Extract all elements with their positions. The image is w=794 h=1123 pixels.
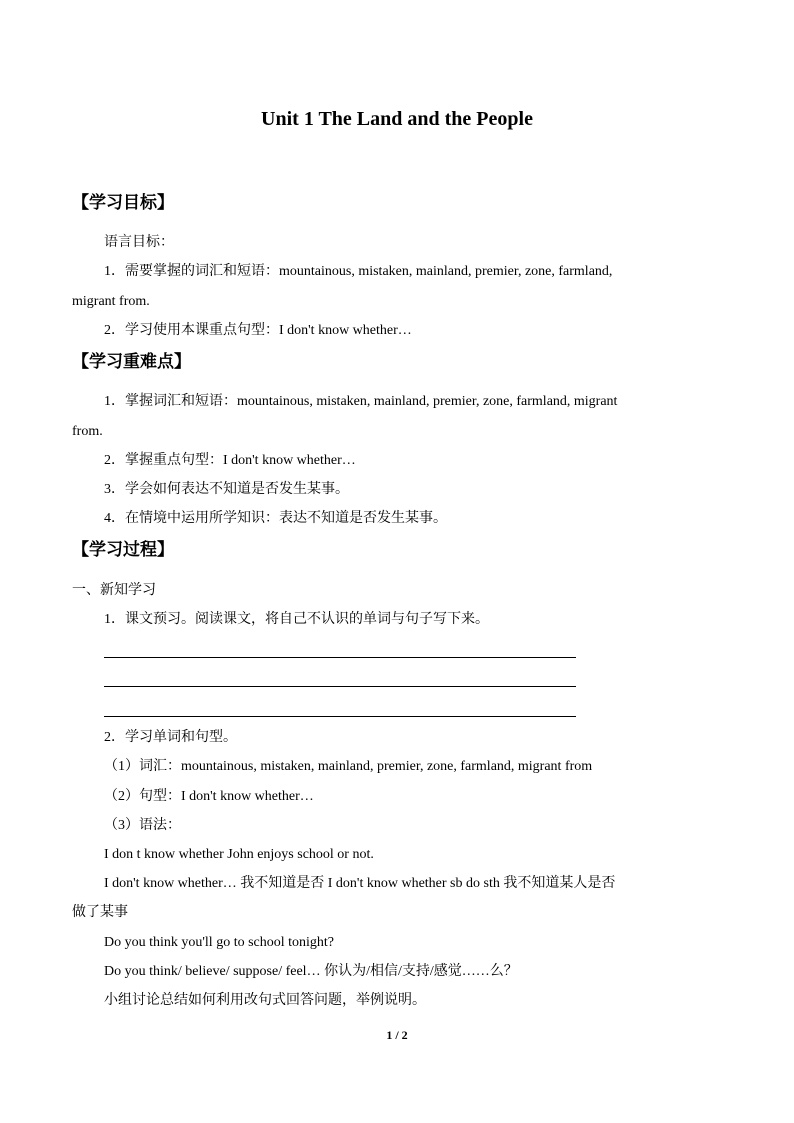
objective-item-2: 2．学习使用本课重点句型：I don't know whether… <box>104 323 412 338</box>
key-point-item-2: 2．掌握重点句型：I don't know whether… <box>104 453 356 468</box>
study-instruction: 2．学习单词和句型。 <box>104 730 237 745</box>
section-heading-objectives: 【学习目标】 <box>72 193 174 212</box>
key-point-item-4: 4．在情境中运用所学知识：表达不知道是否发生某事。 <box>104 511 447 526</box>
key-point-item-1: 1．掌握词汇和短语：mountainous, mistaken, mainland, premier, zone, farmland, migrant <box>104 394 618 409</box>
section-heading-process: 【学习过程】 <box>72 540 174 559</box>
example-sentence-3: Do you think you'll go to school tonight? <box>104 935 335 950</box>
preview-instruction: 1．课文预习。阅读课文，将自己不认识的单词与句子写下来。 <box>104 612 489 627</box>
group-discussion-instruction: 小组讨论总结如何利用改句式回答问题，举例说明。 <box>104 993 426 1008</box>
answer-line-2 <box>104 686 576 687</box>
key-point-item-3: 3．学会如何表达不知道是否发生某事。 <box>104 482 349 497</box>
objective-item-1-continued: migrant from. <box>72 294 150 309</box>
example-sentence-2-continued: 做了某事 <box>72 905 128 920</box>
vocabulary-line: （1）词汇：mountainous, mistaken, mainland, premier, zone, farmland, migrant from <box>104 759 593 774</box>
example-sentence-1: I don t know whether John enjoys school or not. <box>104 847 374 862</box>
section-heading-key-points: 【学习重难点】 <box>72 352 191 371</box>
answer-line-1 <box>104 657 576 658</box>
answer-line-3 <box>104 716 576 717</box>
page-number: 1 / 2 <box>386 1028 408 1042</box>
example-sentence-4: Do you think/ believe/ suppose/ feel… 你认为/相信/支持/感觉……么？ <box>104 964 518 979</box>
key-point-item-1-continued: from. <box>72 424 103 439</box>
document-title: Unit 1 The Land and the People <box>261 108 533 130</box>
sub-heading-language-goals: 语言目标： <box>104 235 174 250</box>
example-sentence-2: I don't know whether… 我不知道是否 I don't know whether sb do sth 我不知道某人是否 <box>104 876 616 891</box>
part-heading-new-learning: 一、新知学习 <box>72 583 156 598</box>
objective-item-1: 1．需要掌握的词汇和短语：mountainous, mistaken, mainland, premier, zone, farmland, <box>104 264 613 279</box>
sentence-pattern-line: （2）句型：I don't know whether… <box>104 789 314 804</box>
grammar-label: （3）语法： <box>104 818 181 833</box>
